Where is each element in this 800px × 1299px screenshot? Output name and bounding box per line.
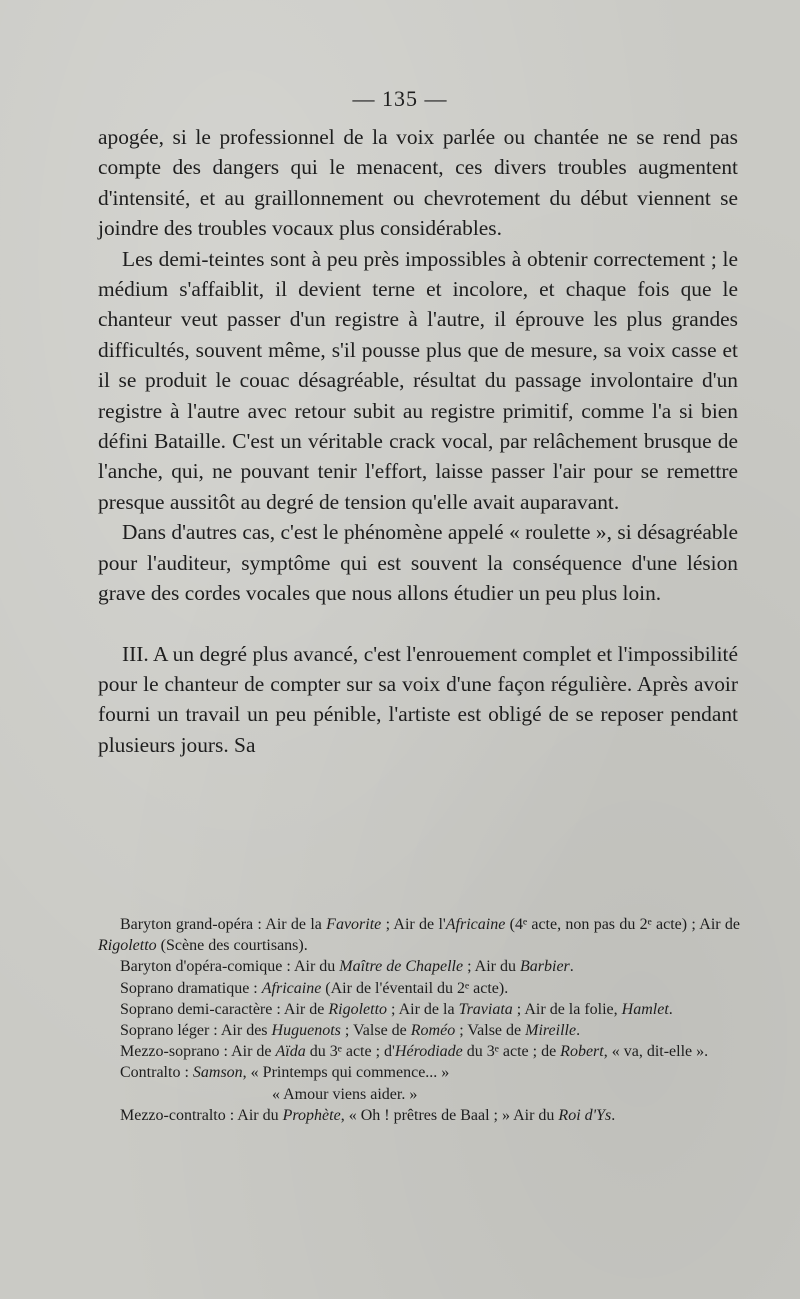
- paragraph: Dans d'autres cas, c'est le phénomène appelé « roulette », si désagréable pour l'auditeur, symptôme qui est souvent la conséquence d'une lésion grave des cordes vocales que nous allons étudier un peu plus loin.: [98, 520, 738, 606]
- paragraph: Les demi-teintes sont à peu près impossibles à obtenir correctement ; le médium s'affaiblit, il devient terne et incolore, et chaque fois que le chanteur veut passer d'un registre à l'autre, il éprouve les plus grandes difficultés, souvent même, s'il pousse plus que de mesure, sa voix casse et il se produit le couac désagréable, résultat du passage involontaire d'un registre à l'autre avec retour subit au registre primitif, comme l'a si bien défini Bataille. C'est un véritable crack vocal, par relâchement brusque de l'anche, qui, ne pouvant tenir l'effort, laisse passer l'air pour se remettre presque aussitôt au degré de tension qu'elle avait auparavant.: [98, 246, 738, 514]
- page-number: — 135 —: [352, 86, 448, 111]
- footnote-line: Soprano léger : Air des Huguenots ; Valse de Roméo ; Valse de Mireille.: [120, 1022, 581, 1040]
- footnotes: [98, 914, 740, 1126]
- footnote-line: Soprano dramatique : Africaine (Air de l'éventail du 2ᵉ acte).: [120, 979, 509, 997]
- footnote-line: Baryton d'opéra-comique : Air du Maître de Chapelle ; Air du Barbier.: [120, 958, 574, 976]
- footnote-line: Mezzo-contralto : Air du Prophète, « Oh ! prêtres de Baal ; » Air du Roi d'Ys.: [120, 1106, 616, 1124]
- footnote-line: Mezzo-soprano : Air de Aïda du 3ᵉ acte ; d'Hérodiade du 3ᵉ acte ; de Robert, « va, dit-elle ».: [120, 1043, 709, 1061]
- footnote-line: Baryton grand-opéra : Air de la Favorite ; Air de l'Africaine (4ᵉ acte, non pas du 2ᵉ acte) ; Air de Rigoletto (Scène des courtisans).: [98, 916, 740, 955]
- paragraph: apogée, si le professionnel de la voix parlée ou chantée ne se rend pas compte des dangers qui le menacent, ces divers troubles augmentent d'intensité, et au graillonnement ou chevrotement du début viennent se joindre des troubles vocaux plus considérables.: [98, 125, 738, 241]
- main-text: [98, 122, 738, 760]
- footnote-line: « Amour viens aider. »: [272, 1085, 418, 1103]
- section-paragraph: III. A un degré plus avancé, c'est l'enrouement complet et l'impossibilité pour le chanteur de compter sur sa voix d'une façon régulière. Après avoir fourni un travail un peu pénible, l'artiste est obligé de se reposer pendant plusieurs jours. Sa: [98, 641, 738, 757]
- footnote-line: Contralto : Samson, « Printemps qui commence... »: [120, 1064, 450, 1082]
- footnote-line: Soprano demi-caractère : Air de Rigoletto ; Air de la Traviata ; Air de la folie, Hamlet.: [120, 1000, 673, 1018]
